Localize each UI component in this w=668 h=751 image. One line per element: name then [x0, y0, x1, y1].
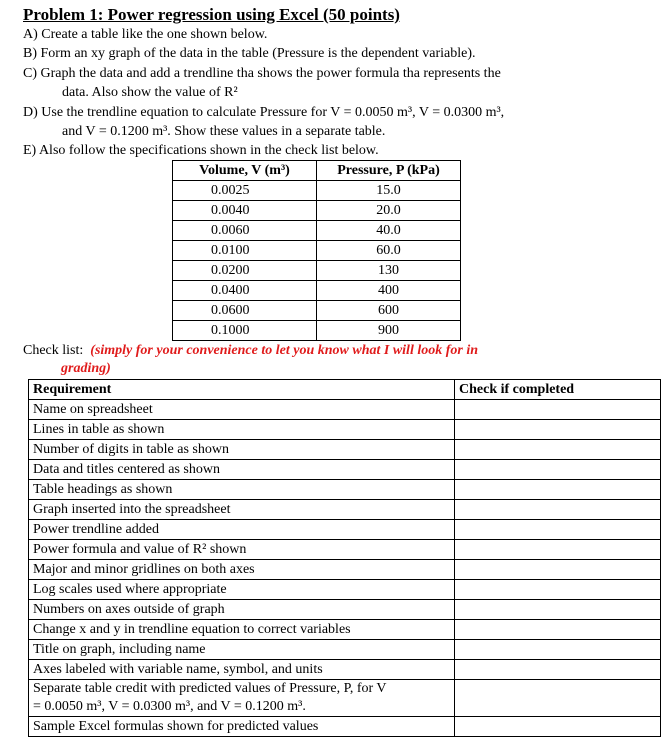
check-cell[interactable] [455, 520, 661, 540]
requirement-cell: Title on graph, including name [29, 640, 455, 660]
requirement-cell-multiline [29, 680, 455, 717]
volume-cell: 0.0400 [173, 281, 317, 301]
requirement-cell: Axes labeled with variable name, symbol, and units [29, 660, 455, 680]
volume-cell: 0.1000 [173, 321, 317, 341]
pressure-cell: 40.0 [317, 221, 461, 241]
requirement-cell: Log scales used where appropriate [29, 580, 455, 600]
table-row [29, 520, 661, 540]
table-row [173, 201, 461, 221]
table-row [29, 400, 661, 420]
check-cell[interactable] [455, 580, 661, 600]
table-row [29, 640, 661, 660]
table-row [173, 281, 461, 301]
table-row [29, 500, 661, 520]
table-row [29, 620, 661, 640]
table-row [29, 460, 661, 480]
checklist-table [28, 379, 661, 737]
check-cell[interactable] [455, 560, 661, 580]
table-row [173, 321, 461, 341]
table-row [173, 221, 461, 241]
requirement-cell: Change x and y in trendline equation to correct variables [29, 620, 455, 640]
check-cell[interactable] [455, 680, 661, 717]
table-row [29, 680, 661, 717]
table-row [29, 480, 661, 500]
checklist-note [23, 343, 478, 376]
pressure-cell: 130 [317, 261, 461, 281]
requirement-cell: Sample Excel formulas shown for predicted values [29, 717, 455, 737]
table-row [173, 181, 461, 201]
table-row [173, 261, 461, 281]
requirement-line1: Separate table credit with predicted values of Pressure, P, for V [33, 681, 387, 696]
instruction-c-continued: data. Also show the value of R² [62, 85, 238, 100]
check-cell[interactable] [455, 480, 661, 500]
pressure-cell: 400 [317, 281, 461, 301]
requirement-cell: Number of digits in table as shown [29, 440, 455, 460]
problem-title: Problem 1: Power regression using Excel (50 points) [23, 5, 400, 24]
data-table-header-row [173, 161, 461, 181]
pressure-header: Pressure, P (kPa) [317, 161, 461, 181]
instruction-e: E) Also follow the specifications shown in the check list below. [23, 143, 379, 158]
check-cell[interactable] [455, 540, 661, 560]
checklist-header-row [29, 380, 661, 400]
requirement-cell: Numbers on axes outside of graph [29, 600, 455, 620]
check-cell[interactable] [455, 400, 661, 420]
table-row [29, 540, 661, 560]
check-cell[interactable] [455, 420, 661, 440]
requirement-line2: = 0.0050 m³, V = 0.0300 m³, and V = 0.1200 m³. [33, 699, 306, 714]
requirement-cell: Graph inserted into the spreadsheet [29, 500, 455, 520]
requirement-cell: Data and titles centered as shown [29, 460, 455, 480]
pressure-cell: 600 [317, 301, 461, 321]
checklist-intro [23, 342, 583, 378]
pressure-cell: 15.0 [317, 181, 461, 201]
requirement-cell: Name on spreadsheet [29, 400, 455, 420]
instruction-c: C) Graph the data and add a trendline tha shows the power formula tha represents the [23, 66, 501, 81]
check-completed-header: Check if completed [455, 380, 661, 400]
checklist-label: Check list: [23, 343, 84, 358]
pressure-cell: 20.0 [317, 201, 461, 221]
check-cell[interactable] [455, 500, 661, 520]
pressure-cell: 900 [317, 321, 461, 341]
check-cell[interactable] [455, 660, 661, 680]
volume-cell: 0.0025 [173, 181, 317, 201]
instruction-d-continued: and V = 0.1200 m³. Show these values in a separate table. [62, 124, 386, 139]
check-cell[interactable] [455, 620, 661, 640]
volume-cell: 0.0600 [173, 301, 317, 321]
requirement-header: Requirement [29, 380, 455, 400]
requirement-cell: Major and minor gridlines on both axes [29, 560, 455, 580]
check-cell[interactable] [455, 440, 661, 460]
volume-cell: 0.0100 [173, 241, 317, 261]
instruction-b: B) Form an xy graph of the data in the table (Pressure is the dependent variable). [23, 46, 476, 61]
table-row [29, 717, 661, 737]
table-row [29, 440, 661, 460]
check-cell[interactable] [455, 600, 661, 620]
checklist-note-line2: grading) [61, 361, 111, 376]
instruction-a: A) Create a table like the one shown below. [23, 27, 268, 42]
requirement-cell: Table headings as shown [29, 480, 455, 500]
table-row [173, 241, 461, 261]
table-row [29, 580, 661, 600]
requirement-cell: Power trendline added [29, 520, 455, 540]
check-cell[interactable] [455, 460, 661, 480]
table-row [29, 660, 661, 680]
data-table [172, 160, 461, 341]
pressure-cell: 60.0 [317, 241, 461, 261]
checklist-note-line1: (simply for your convenience to let you know what I will look for in [90, 343, 479, 358]
volume-cell: 0.0060 [173, 221, 317, 241]
table-row [29, 420, 661, 440]
table-row [29, 560, 661, 580]
check-cell[interactable] [455, 640, 661, 660]
check-cell[interactable] [455, 717, 661, 737]
requirement-cell: Lines in table as shown [29, 420, 455, 440]
volume-cell: 0.0040 [173, 201, 317, 221]
table-row [173, 301, 461, 321]
volume-cell: 0.0200 [173, 261, 317, 281]
instruction-d: D) Use the trendline equation to calculate Pressure for V = 0.0050 m³, V = 0.0300 m³, [23, 105, 505, 120]
table-row [29, 600, 661, 620]
requirement-cell: Power formula and value of R² shown [29, 540, 455, 560]
volume-header: Volume, V (m³) [173, 161, 317, 181]
